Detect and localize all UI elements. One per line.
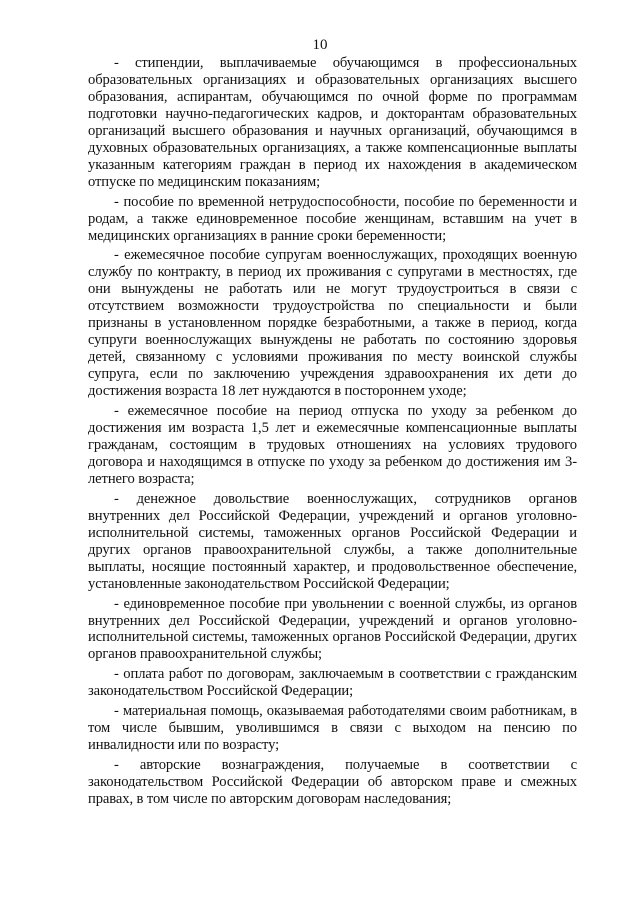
paragraph-monetary-allowance: - денежное довольствие военнослужащих, сотрудников органов внутренних дел Российской Федерации, учреждений и органов уголовно-исполнительной системы, таможенных органов Российской Федерации и других органов правоохранительной службы, а также дополнительные выплаты, носящие постоянный характер, и продовольственное обеспечение, установленные законодательством Российской Федерации; — [88, 490, 577, 592]
paragraph-material-assistance: - материальная помощь, оказываемая работодателями своим работникам, в том числе бывшим, уволившимся в связи с выходом на пенсию по инвалидности или по возрасту; — [88, 703, 577, 754]
paragraph-sick-leave-benefit: - пособие по временной нетрудоспособности, пособие по беременности и родам, а также единовременное пособие женщинам, вставшим на учет в медицинских организациях в ранние сроки беременности; — [88, 193, 577, 244]
paragraph-military-spouse-allowance: - ежемесячное пособие супругам военнослужащих, проходящих военную службу по контракту, в период их проживания с супругами в местностях, где они вынуждены не работать или не могут трудоустроиться в связи с отсутствием возможности трудоустройства по специальности и были признаны в установленном порядке безработными, а также в период, когда супруги военнослужащих вынуждены не работать по состоянию здоровья детей, связанному с условиями проживания по месту воинской службы супруга, если по заключению учреждения здравоохранения их дети до достижения возраста 18 лет нуждаются в постороннем уходе; — [88, 247, 577, 400]
document-body — [88, 55, 577, 811]
paragraph-contract-payment: - оплата работ по договорам, заключаемым в соответствии с гражданским законодательством Российской Федерации; — [88, 666, 577, 700]
paragraph-stipends: - стипендии, выплачиваемые обучающимся в профессиональных образовательных организациях и образовательных организациях высшего образования, аспирантам, обучающимся по очной форме по программам подготовки научно-педагогических кадров, и докторантам образовательных организаций высшего образования и научных организаций, обучающимся в духовных образовательных организациях, а также компенсационные выплаты указанным категориям граждан в период их нахождения в академическом отпуске по медицинским показаниям; — [88, 55, 577, 190]
paragraph-author-royalties: - авторские вознаграждения, получаемые в соответствии с законодательством Российской Федерации об авторском праве и смежных правах, в том числе по авторским договорам наследования; — [88, 757, 577, 808]
page-number: 10 — [312, 37, 328, 53]
paragraph-childcare-allowance: - ежемесячное пособие на период отпуска по уходу за ребенком до достижения им возраста 1,5 лет и ежемесячные компенсационные выплаты гражданам, состоящим в трудовых отношениях на условиях трудового договора и находящимся в отпуске по уходу за ребенком до достижения им 3-летнего возраста; — [88, 403, 577, 487]
paragraph-discharge-benefit: - единовременное пособие при увольнении с военной службы, из органов внутренних дел Российской Федерации, учреждений и органов уголовно-исполнительной системы, таможенных органов Российской Федерации, других органов правоохранительной службы; — [88, 595, 577, 663]
